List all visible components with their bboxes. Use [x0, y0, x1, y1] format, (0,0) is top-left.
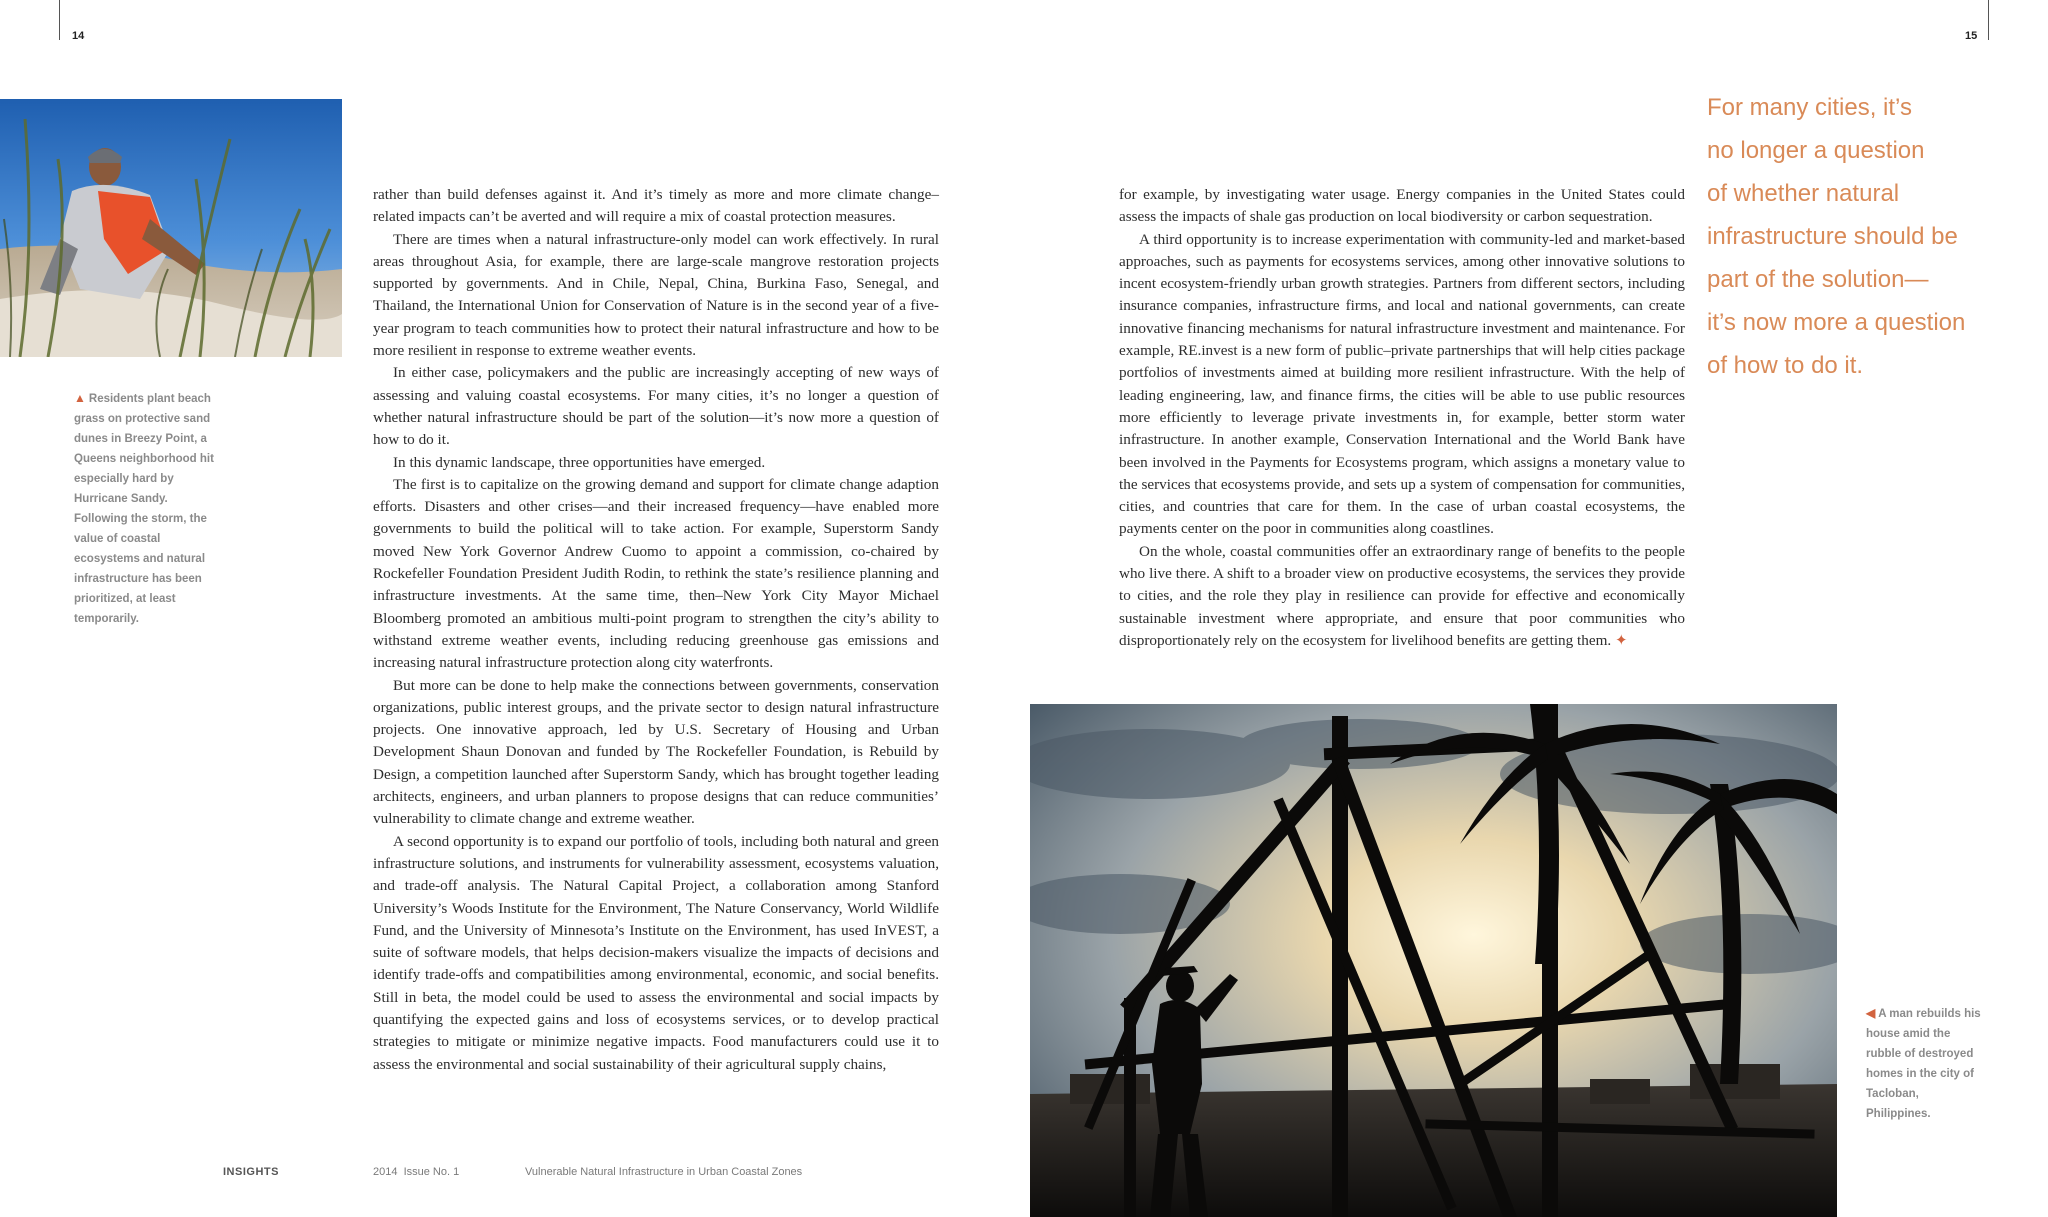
- caption-left-text: Residents plant beach grass on protective sand dunes in Breezy Point, a Queens neighborhood hit especially hard by Hurricane Sandy. Following the storm, the value of coastal ecosystems and natural infrastructure has been prioritized, at least temporarily.: [74, 393, 214, 625]
- photo-beach-grass-planting: [0, 99, 342, 357]
- footer-brand: INSIGHTS: [223, 1166, 279, 1178]
- page-number-right: 15: [1965, 30, 1978, 42]
- paragraph: rather than build defenses against it. And it’s timely as more and more climate change–related impacts can’t be averted and will require a mix of coastal protection measures.: [373, 186, 939, 226]
- footer-issue: 2014 Issue No. 1: [373, 1166, 460, 1178]
- pull-quote-line: it’s now more a question: [1707, 309, 1966, 336]
- crop-mark-right: [1988, 0, 1989, 40]
- pull-quote-line: part of the solution—: [1707, 266, 1929, 293]
- rebuilding-silhouette-illustration: [1030, 704, 1837, 1217]
- photo-man-rebuilding-house: [1030, 704, 1837, 1217]
- beach-grass-illustration: [0, 99, 342, 357]
- paragraph-last-text: On the whole, coastal communities offer an extraordinary range of benefits to the people who live there. A shift to a broader view on productive ecosystems, the services they provide to cities, and the role they play in resilience can provide for effective and economically sustainable investment where appropriate, and ensure that poor communities who disproportionately rely on the ecosystem for livelihood benefits are getting them.: [1119, 542, 1685, 649]
- paragraph: A second opportunity is to expand our portfolio of tools, including both natural and green infrastructure solutions, and instruments for vulnerability assessment, ecosystems valuation, and trade-off analysis. The Natural Capital Project, a collaboration among Stanford University’s Woods Institute for the Environment, The Nature Conservancy, World Wildlife Fund, and the University of Minnesota’s Institute on the Environment, has used InVEST, a suite of software models, that helps decision-makers visualize the impacts of decisions and identify trade-offs and compatibilities among environmental, economic, and social benefits. Still in beta, the model could be used to assess the environmental and social impacts by quantifying the expected gains and loss of ecosystems services, or to develop practical strategies to mitigate or minimize negative impacts. Food manufacturers could use it to assess the environmental and social sustainability of their agricultural supply chains,: [373, 832, 939, 1073]
- paragraph-last: [1119, 541, 1685, 652]
- paragraph: In this dynamic landscape, three opportunities have emerged.: [393, 453, 766, 471]
- pull-quote-line: no longer a question: [1707, 137, 1925, 164]
- paragraph: for example, by investigating water usage. Energy companies in the United States could assess the impacts of shale gas production on local biodiversity or carbon sequestration.: [1119, 186, 1685, 226]
- paragraph: In either case, policymakers and the public are increasingly accepting of new ways of assessing and valuing coastal ecosystems. For many cities, it’s no longer a question of whether natural infrastructure should be part of the solution—it’s now more a question of how to do it.: [373, 364, 939, 449]
- paragraph: There are times when a natural infrastructure-only model can work effectively. In rural areas throughout Asia, for example, there are large-scale mangrove restoration projects supported by governments. And in Chile, Nepal, China, Burkina Faso, Senegal, and Thailand, the International Union for Conservation of Nature is in the second year of a five-year program to teach communities how to protect their natural infrastructure and how to be more resilient in response to extreme weather events.: [373, 230, 939, 360]
- paragraph: The first is to capitalize on the growing demand and support for climate change adaption efforts. Disasters and other crises—and their increased frequency—have enabled more governments to build the political will to take action. For example, Superstorm Sandy moved New York Governor Andrew Cuomo to appoint a commission, co-chaired by Rockefeller Foundation President Judith Rodin, to rethink the state’s resilience planning and infrastructure investments. At the same time, then–New York City Mayor Michael Bloomberg promoted an ambitious multi-point program to strengthen the city’s ability to withstand extreme weather events, including reducing greenhouse gas emissions and increasing natural infrastructure protection along city waterfronts.: [373, 475, 939, 672]
- crop-mark-left: [59, 0, 60, 40]
- article-column-left: [373, 184, 939, 1076]
- pull-quote-line: of whether natural: [1707, 180, 1900, 207]
- caption-left: [74, 388, 214, 629]
- caption-right-text: A man rebuilds his house amid the rubble of destroyed homes in the city of Tacloban, Philippines.: [1866, 1008, 1981, 1120]
- paragraph: But more can be done to help make the connections between governments, conservation organizations, public interest groups, and the private sector to design natural infrastructure projects. One innovative approach, led by U.S. Secretary of Housing and Urban Development Shaun Donovan and funded by The Rockefeller Foundation, is Rebuild by Design, a competition launched after Superstorm Sandy, which has brought together leading architects, engineers, and urban planners to propose designs that can reduce communities’ vulnerability to climate change and extreme weather.: [373, 676, 939, 828]
- pull-quote: [1707, 86, 1997, 387]
- paragraph: A third opportunity is to increase experimentation with community-led and market-based approaches, such as payments for ecosystems services, among other innovative solutions to incent ecosystem-friendly urban growth strategies. Partners from different sectors, including insurance companies, infrastructure firms, and local and national governments, can create innovative financing mechanisms for natural infrastructure investment and maintenance. For example, RE.invest is a new form of public–private partnerships that will help cities package portfolios of investments aimed at building more resilient infrastructure. With the help of leading engineering, law, and finance firms, the cities will be able to use public resources more efficiently to leverage private investments in, for example, better storm water infrastructure. In another example, Conservation International and the World Bank have been involved in the Payments for Ecosystems program, which assigns a monetary value to the services that ecosystems provide, and sets up a system of compensation for communities, cities, and countries that care for them. In the case of urban coastal ecosystems, the payments center on the poor in communities along coastlines.: [1119, 230, 1685, 538]
- pull-quote-line: For many cities, it’s: [1707, 94, 1912, 121]
- footer-article-title: Vulnerable Natural Infrastructure in Urban Coastal Zones: [525, 1166, 803, 1178]
- article-column-right: [1119, 184, 1685, 652]
- caption-right: [1866, 1003, 1981, 1124]
- page-number-left: 14: [72, 30, 85, 42]
- end-mark-icon: ✦: [1615, 631, 1628, 649]
- caption-triangle-left-icon: ◀: [1866, 1006, 1876, 1020]
- pull-quote-line: of how to do it.: [1707, 352, 1864, 379]
- caption-triangle-up-icon: ▲: [74, 391, 86, 405]
- pull-quote-line: infrastructure should be: [1707, 223, 1958, 250]
